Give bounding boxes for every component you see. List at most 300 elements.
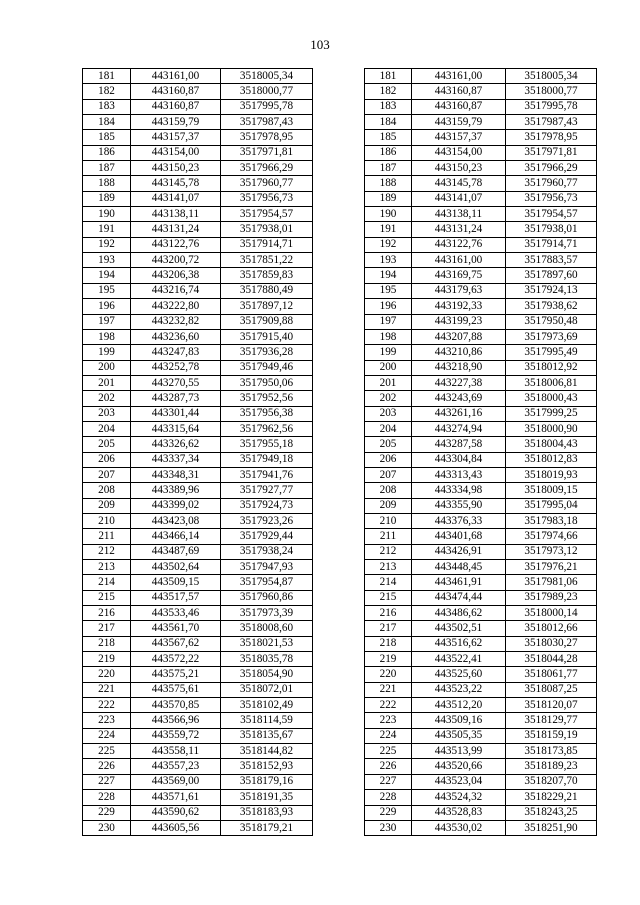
left-point-number-cell: 221 xyxy=(83,682,131,697)
right-point-number-cell: 220 xyxy=(365,667,412,682)
left-point-number-cell: 181 xyxy=(83,69,131,84)
right-point-number-cell: 213 xyxy=(365,560,412,575)
table-row xyxy=(83,99,597,114)
left-x-coordinate-cell: 443566,96 xyxy=(131,713,221,728)
column-gap xyxy=(313,191,365,206)
column-gap xyxy=(313,345,365,360)
table-row xyxy=(83,452,597,467)
left-point-number-cell: 208 xyxy=(83,483,131,498)
column-gap xyxy=(313,314,365,329)
left-x-coordinate-cell: 443557,23 xyxy=(131,759,221,774)
right-y-coordinate-cell: 3518044,28 xyxy=(506,652,597,667)
right-point-number-cell: 188 xyxy=(365,176,412,191)
left-x-coordinate-cell: 443389,96 xyxy=(131,483,221,498)
left-y-coordinate-cell: 3517987,43 xyxy=(221,115,313,130)
right-point-number-cell: 181 xyxy=(365,69,412,84)
left-y-coordinate-cell: 3517909,88 xyxy=(221,314,313,329)
right-x-coordinate-cell: 443287,58 xyxy=(412,437,506,452)
left-point-number-cell: 199 xyxy=(83,345,131,360)
right-point-number-cell: 183 xyxy=(365,99,412,114)
right-point-number-cell: 222 xyxy=(365,698,412,713)
right-y-coordinate-cell: 3518019,93 xyxy=(506,467,597,482)
column-gap xyxy=(313,69,365,84)
left-point-number-cell: 188 xyxy=(83,176,131,191)
left-point-number-cell: 190 xyxy=(83,207,131,222)
right-y-coordinate-cell: 3517924,13 xyxy=(506,283,597,298)
right-x-coordinate-cell: 443161,00 xyxy=(412,253,506,268)
left-point-number-cell: 225 xyxy=(83,744,131,759)
right-y-coordinate-cell: 3517995,78 xyxy=(506,99,597,114)
left-point-number-cell: 194 xyxy=(83,268,131,283)
right-point-number-cell: 187 xyxy=(365,161,412,176)
right-point-number-cell: 219 xyxy=(365,652,412,667)
left-y-coordinate-cell: 3517956,38 xyxy=(221,406,313,421)
right-point-number-cell: 214 xyxy=(365,575,412,590)
right-y-coordinate-cell: 3518030,27 xyxy=(506,636,597,651)
right-point-number-cell: 189 xyxy=(365,191,412,206)
column-gap xyxy=(313,529,365,544)
right-y-coordinate-cell: 3517950,48 xyxy=(506,314,597,329)
table-row xyxy=(83,590,597,605)
left-y-coordinate-cell: 3517938,01 xyxy=(221,222,313,237)
column-gap xyxy=(313,820,365,835)
right-point-number-cell: 200 xyxy=(365,360,412,375)
right-x-coordinate-cell: 443376,33 xyxy=(412,513,506,528)
column-gap xyxy=(313,84,365,99)
right-y-coordinate-cell: 3517999,25 xyxy=(506,406,597,421)
left-y-coordinate-cell: 3518183,93 xyxy=(221,805,313,820)
right-x-coordinate-cell: 443513,99 xyxy=(412,744,506,759)
right-x-coordinate-cell: 443523,22 xyxy=(412,682,506,697)
right-point-number-cell: 224 xyxy=(365,728,412,743)
right-y-coordinate-cell: 3517973,12 xyxy=(506,544,597,559)
left-y-coordinate-cell: 3518179,21 xyxy=(221,820,313,835)
left-point-number-cell: 228 xyxy=(83,790,131,805)
column-gap xyxy=(313,391,365,406)
right-y-coordinate-cell: 3517989,23 xyxy=(506,590,597,605)
right-x-coordinate-cell: 443525,60 xyxy=(412,667,506,682)
column-gap xyxy=(313,667,365,682)
right-x-coordinate-cell: 443502,51 xyxy=(412,621,506,636)
left-y-coordinate-cell: 3518114,59 xyxy=(221,713,313,728)
right-x-coordinate-cell: 443243,69 xyxy=(412,391,506,406)
right-x-coordinate-cell: 443179,63 xyxy=(412,283,506,298)
left-x-coordinate-cell: 443216,74 xyxy=(131,283,221,298)
table-row xyxy=(83,759,597,774)
column-gap xyxy=(313,759,365,774)
right-y-coordinate-cell: 3518159,19 xyxy=(506,728,597,743)
right-x-coordinate-cell: 443199,23 xyxy=(412,314,506,329)
right-point-number-cell: 230 xyxy=(365,820,412,835)
right-x-coordinate-cell: 443169,75 xyxy=(412,268,506,283)
left-x-coordinate-cell: 443487,69 xyxy=(131,544,221,559)
right-x-coordinate-cell: 443261,16 xyxy=(412,406,506,421)
right-y-coordinate-cell: 3517995,49 xyxy=(506,345,597,360)
left-y-coordinate-cell: 3517973,39 xyxy=(221,606,313,621)
right-y-coordinate-cell: 3518189,23 xyxy=(506,759,597,774)
left-x-coordinate-cell: 443466,14 xyxy=(131,529,221,544)
left-x-coordinate-cell: 443572,22 xyxy=(131,652,221,667)
right-x-coordinate-cell: 443218,90 xyxy=(412,360,506,375)
column-gap xyxy=(313,467,365,482)
right-y-coordinate-cell: 3517995,04 xyxy=(506,498,597,513)
table-row xyxy=(83,513,597,528)
left-x-coordinate-cell: 443301,44 xyxy=(131,406,221,421)
right-point-number-cell: 201 xyxy=(365,375,412,390)
table-row xyxy=(83,467,597,482)
left-y-coordinate-cell: 3517971,81 xyxy=(221,145,313,160)
left-point-number-cell: 230 xyxy=(83,820,131,835)
left-point-number-cell: 212 xyxy=(83,544,131,559)
right-y-coordinate-cell: 3518004,43 xyxy=(506,437,597,452)
table-row xyxy=(83,698,597,713)
left-x-coordinate-cell: 443570,85 xyxy=(131,698,221,713)
page-number: 103 xyxy=(310,37,330,52)
left-x-coordinate-cell: 443154,00 xyxy=(131,145,221,160)
right-point-number-cell: 221 xyxy=(365,682,412,697)
column-gap xyxy=(313,744,365,759)
left-x-coordinate-cell: 443569,00 xyxy=(131,774,221,789)
left-y-coordinate-cell: 3518072,01 xyxy=(221,682,313,697)
left-x-coordinate-cell: 443558,11 xyxy=(131,744,221,759)
right-x-coordinate-cell: 443160,87 xyxy=(412,84,506,99)
table-row xyxy=(83,728,597,743)
right-point-number-cell: 205 xyxy=(365,437,412,452)
left-y-coordinate-cell: 3518144,82 xyxy=(221,744,313,759)
right-point-number-cell: 212 xyxy=(365,544,412,559)
table-row xyxy=(83,314,597,329)
left-y-coordinate-cell: 3517924,73 xyxy=(221,498,313,513)
column-gap xyxy=(313,774,365,789)
right-x-coordinate-cell: 443141,07 xyxy=(412,191,506,206)
table-row xyxy=(83,222,597,237)
right-y-coordinate-cell: 3518005,34 xyxy=(506,69,597,84)
table-row xyxy=(83,636,597,651)
left-x-coordinate-cell: 443159,79 xyxy=(131,115,221,130)
left-x-coordinate-cell: 443575,61 xyxy=(131,682,221,697)
table-row xyxy=(83,130,597,145)
right-x-coordinate-cell: 443145,78 xyxy=(412,176,506,191)
left-point-number-cell: 216 xyxy=(83,606,131,621)
left-point-number-cell: 195 xyxy=(83,283,131,298)
left-y-coordinate-cell: 3517950,06 xyxy=(221,375,313,390)
table-row xyxy=(83,207,597,222)
right-y-coordinate-cell: 3517938,01 xyxy=(506,222,597,237)
column-gap xyxy=(313,652,365,667)
left-y-coordinate-cell: 3517929,44 xyxy=(221,529,313,544)
right-y-coordinate-cell: 3517960,77 xyxy=(506,176,597,191)
right-y-coordinate-cell: 3517966,29 xyxy=(506,161,597,176)
right-x-coordinate-cell: 443528,83 xyxy=(412,805,506,820)
column-gap xyxy=(313,682,365,697)
left-y-coordinate-cell: 3517859,83 xyxy=(221,268,313,283)
left-x-coordinate-cell: 443559,72 xyxy=(131,728,221,743)
left-y-coordinate-cell: 3517947,93 xyxy=(221,560,313,575)
left-y-coordinate-cell: 3518035,78 xyxy=(221,652,313,667)
column-gap xyxy=(313,329,365,344)
table-row xyxy=(83,790,597,805)
left-x-coordinate-cell: 443206,38 xyxy=(131,268,221,283)
left-y-coordinate-cell: 3517960,77 xyxy=(221,176,313,191)
left-point-number-cell: 202 xyxy=(83,391,131,406)
table-row xyxy=(83,667,597,682)
table-row xyxy=(83,406,597,421)
right-x-coordinate-cell: 443157,37 xyxy=(412,130,506,145)
right-y-coordinate-cell: 3517978,95 xyxy=(506,130,597,145)
right-x-coordinate-cell: 443207,88 xyxy=(412,329,506,344)
right-point-number-cell: 207 xyxy=(365,467,412,482)
left-point-number-cell: 210 xyxy=(83,513,131,528)
left-y-coordinate-cell: 3517914,71 xyxy=(221,237,313,252)
column-gap xyxy=(313,130,365,145)
column-gap xyxy=(313,253,365,268)
right-x-coordinate-cell: 443522,41 xyxy=(412,652,506,667)
left-y-coordinate-cell: 3517938,24 xyxy=(221,544,313,559)
right-y-coordinate-cell: 3517983,18 xyxy=(506,513,597,528)
left-y-coordinate-cell: 3518152,93 xyxy=(221,759,313,774)
right-x-coordinate-cell: 443210,86 xyxy=(412,345,506,360)
left-point-number-cell: 196 xyxy=(83,299,131,314)
left-y-coordinate-cell: 3518191,35 xyxy=(221,790,313,805)
table-row xyxy=(83,498,597,513)
left-y-coordinate-cell: 3517955,18 xyxy=(221,437,313,452)
left-point-number-cell: 206 xyxy=(83,452,131,467)
left-x-coordinate-cell: 443561,70 xyxy=(131,621,221,636)
right-y-coordinate-cell: 3517976,21 xyxy=(506,560,597,575)
right-y-coordinate-cell: 3518061,77 xyxy=(506,667,597,682)
column-gap xyxy=(313,713,365,728)
left-point-number-cell: 204 xyxy=(83,421,131,436)
right-x-coordinate-cell: 443461,91 xyxy=(412,575,506,590)
table-row xyxy=(83,744,597,759)
right-x-coordinate-cell: 443313,43 xyxy=(412,467,506,482)
left-y-coordinate-cell: 3517941,76 xyxy=(221,467,313,482)
column-gap xyxy=(313,621,365,636)
left-y-coordinate-cell: 3517962,56 xyxy=(221,421,313,436)
right-x-coordinate-cell: 443523,04 xyxy=(412,774,506,789)
right-point-number-cell: 193 xyxy=(365,253,412,268)
table-row xyxy=(83,575,597,590)
table-row xyxy=(83,69,597,84)
right-y-coordinate-cell: 3517956,73 xyxy=(506,191,597,206)
left-x-coordinate-cell: 443131,24 xyxy=(131,222,221,237)
table-row xyxy=(83,820,597,835)
left-point-number-cell: 220 xyxy=(83,667,131,682)
right-x-coordinate-cell: 443150,23 xyxy=(412,161,506,176)
left-x-coordinate-cell: 443423,08 xyxy=(131,513,221,528)
left-x-coordinate-cell: 443337,34 xyxy=(131,452,221,467)
left-point-number-cell: 201 xyxy=(83,375,131,390)
right-point-number-cell: 184 xyxy=(365,115,412,130)
left-x-coordinate-cell: 443590,62 xyxy=(131,805,221,820)
left-point-number-cell: 192 xyxy=(83,237,131,252)
left-point-number-cell: 203 xyxy=(83,406,131,421)
left-point-number-cell: 205 xyxy=(83,437,131,452)
table-row xyxy=(83,437,597,452)
table-row xyxy=(83,652,597,667)
right-x-coordinate-cell: 443355,90 xyxy=(412,498,506,513)
left-point-number-cell: 218 xyxy=(83,636,131,651)
table-row xyxy=(83,606,597,621)
left-x-coordinate-cell: 443138,11 xyxy=(131,207,221,222)
right-point-number-cell: 210 xyxy=(365,513,412,528)
left-x-coordinate-cell: 443315,64 xyxy=(131,421,221,436)
right-y-coordinate-cell: 3518251,90 xyxy=(506,820,597,835)
right-point-number-cell: 199 xyxy=(365,345,412,360)
column-gap xyxy=(313,207,365,222)
right-x-coordinate-cell: 443520,66 xyxy=(412,759,506,774)
right-x-coordinate-cell: 443524,32 xyxy=(412,790,506,805)
right-x-coordinate-cell: 443160,87 xyxy=(412,99,506,114)
table-row xyxy=(83,283,597,298)
left-y-coordinate-cell: 3517949,18 xyxy=(221,452,313,467)
left-point-number-cell: 186 xyxy=(83,145,131,160)
column-gap xyxy=(313,145,365,160)
left-point-number-cell: 229 xyxy=(83,805,131,820)
table-row xyxy=(83,176,597,191)
left-x-coordinate-cell: 443157,37 xyxy=(131,130,221,145)
table-row xyxy=(83,560,597,575)
left-y-coordinate-cell: 3517954,57 xyxy=(221,207,313,222)
right-point-number-cell: 216 xyxy=(365,606,412,621)
left-point-number-cell: 207 xyxy=(83,467,131,482)
right-point-number-cell: 191 xyxy=(365,222,412,237)
right-point-number-cell: 208 xyxy=(365,483,412,498)
left-point-number-cell: 185 xyxy=(83,130,131,145)
column-gap xyxy=(313,590,365,605)
table-row xyxy=(83,329,597,344)
right-x-coordinate-cell: 443505,35 xyxy=(412,728,506,743)
right-x-coordinate-cell: 443304,84 xyxy=(412,452,506,467)
left-y-coordinate-cell: 3517915,40 xyxy=(221,329,313,344)
left-x-coordinate-cell: 443122,76 xyxy=(131,237,221,252)
table-row xyxy=(83,774,597,789)
right-point-number-cell: 206 xyxy=(365,452,412,467)
column-gap xyxy=(313,115,365,130)
left-y-coordinate-cell: 3517949,46 xyxy=(221,360,313,375)
left-x-coordinate-cell: 443571,61 xyxy=(131,790,221,805)
right-x-coordinate-cell: 443509,16 xyxy=(412,713,506,728)
right-y-coordinate-cell: 3517987,43 xyxy=(506,115,597,130)
left-point-number-cell: 215 xyxy=(83,590,131,605)
column-gap xyxy=(313,283,365,298)
right-point-number-cell: 198 xyxy=(365,329,412,344)
left-point-number-cell: 219 xyxy=(83,652,131,667)
left-y-coordinate-cell: 3517978,95 xyxy=(221,130,313,145)
right-point-number-cell: 209 xyxy=(365,498,412,513)
right-y-coordinate-cell: 3518000,43 xyxy=(506,391,597,406)
right-y-coordinate-cell: 3518012,83 xyxy=(506,452,597,467)
left-point-number-cell: 197 xyxy=(83,314,131,329)
right-point-number-cell: 203 xyxy=(365,406,412,421)
right-y-coordinate-cell: 3518000,90 xyxy=(506,421,597,436)
table-row xyxy=(83,345,597,360)
right-point-number-cell: 194 xyxy=(365,268,412,283)
table-row xyxy=(83,529,597,544)
left-y-coordinate-cell: 3517960,86 xyxy=(221,590,313,605)
left-x-coordinate-cell: 443348,31 xyxy=(131,467,221,482)
left-point-number-cell: 213 xyxy=(83,560,131,575)
right-x-coordinate-cell: 443401,68 xyxy=(412,529,506,544)
left-x-coordinate-cell: 443247,83 xyxy=(131,345,221,360)
left-x-coordinate-cell: 443160,87 xyxy=(131,84,221,99)
left-y-coordinate-cell: 3518008,60 xyxy=(221,621,313,636)
coordinates-table xyxy=(82,68,597,836)
right-x-coordinate-cell: 443486,62 xyxy=(412,606,506,621)
table-row xyxy=(83,115,597,130)
left-x-coordinate-cell: 443533,46 xyxy=(131,606,221,621)
column-gap xyxy=(313,498,365,513)
right-y-coordinate-cell: 3518243,25 xyxy=(506,805,597,820)
column-gap xyxy=(313,544,365,559)
left-point-number-cell: 217 xyxy=(83,621,131,636)
table-row xyxy=(83,299,597,314)
right-y-coordinate-cell: 3517973,69 xyxy=(506,329,597,344)
column-gap xyxy=(313,560,365,575)
left-y-coordinate-cell: 3518021,53 xyxy=(221,636,313,651)
left-x-coordinate-cell: 443509,15 xyxy=(131,575,221,590)
left-y-coordinate-cell: 3517936,28 xyxy=(221,345,313,360)
column-gap xyxy=(313,222,365,237)
left-point-number-cell: 189 xyxy=(83,191,131,206)
right-point-number-cell: 226 xyxy=(365,759,412,774)
left-x-coordinate-cell: 443145,78 xyxy=(131,176,221,191)
right-x-coordinate-cell: 443122,76 xyxy=(412,237,506,252)
right-y-coordinate-cell: 3517981,06 xyxy=(506,575,597,590)
column-gap xyxy=(313,728,365,743)
right-point-number-cell: 218 xyxy=(365,636,412,651)
right-point-number-cell: 202 xyxy=(365,391,412,406)
table-row xyxy=(83,360,597,375)
right-y-coordinate-cell: 3517883,57 xyxy=(506,253,597,268)
right-point-number-cell: 197 xyxy=(365,314,412,329)
left-y-coordinate-cell: 3517966,29 xyxy=(221,161,313,176)
right-x-coordinate-cell: 443516,62 xyxy=(412,636,506,651)
right-y-coordinate-cell: 3518012,66 xyxy=(506,621,597,636)
left-x-coordinate-cell: 443161,00 xyxy=(131,69,221,84)
left-y-coordinate-cell: 3517897,12 xyxy=(221,299,313,314)
left-x-coordinate-cell: 443399,02 xyxy=(131,498,221,513)
right-point-number-cell: 223 xyxy=(365,713,412,728)
left-y-coordinate-cell: 3517952,56 xyxy=(221,391,313,406)
column-gap xyxy=(313,698,365,713)
right-point-number-cell: 196 xyxy=(365,299,412,314)
left-point-number-cell: 224 xyxy=(83,728,131,743)
coordinates-table-body xyxy=(83,69,597,836)
left-y-coordinate-cell: 3518005,34 xyxy=(221,69,313,84)
table-row xyxy=(83,713,597,728)
right-y-coordinate-cell: 3518006,81 xyxy=(506,375,597,390)
right-x-coordinate-cell: 443530,02 xyxy=(412,820,506,835)
left-point-number-cell: 223 xyxy=(83,713,131,728)
right-y-coordinate-cell: 3517971,81 xyxy=(506,145,597,160)
left-point-number-cell: 198 xyxy=(83,329,131,344)
left-y-coordinate-cell: 3517851,22 xyxy=(221,253,313,268)
right-point-number-cell: 215 xyxy=(365,590,412,605)
left-point-number-cell: 211 xyxy=(83,529,131,544)
left-y-coordinate-cell: 3518000,77 xyxy=(221,84,313,99)
right-y-coordinate-cell: 3518120,07 xyxy=(506,698,597,713)
left-x-coordinate-cell: 443517,57 xyxy=(131,590,221,605)
table-row xyxy=(83,145,597,160)
column-gap xyxy=(313,99,365,114)
right-point-number-cell: 225 xyxy=(365,744,412,759)
right-x-coordinate-cell: 443227,38 xyxy=(412,375,506,390)
column-gap xyxy=(313,421,365,436)
table-row xyxy=(83,391,597,406)
right-point-number-cell: 228 xyxy=(365,790,412,805)
column-gap xyxy=(313,268,365,283)
